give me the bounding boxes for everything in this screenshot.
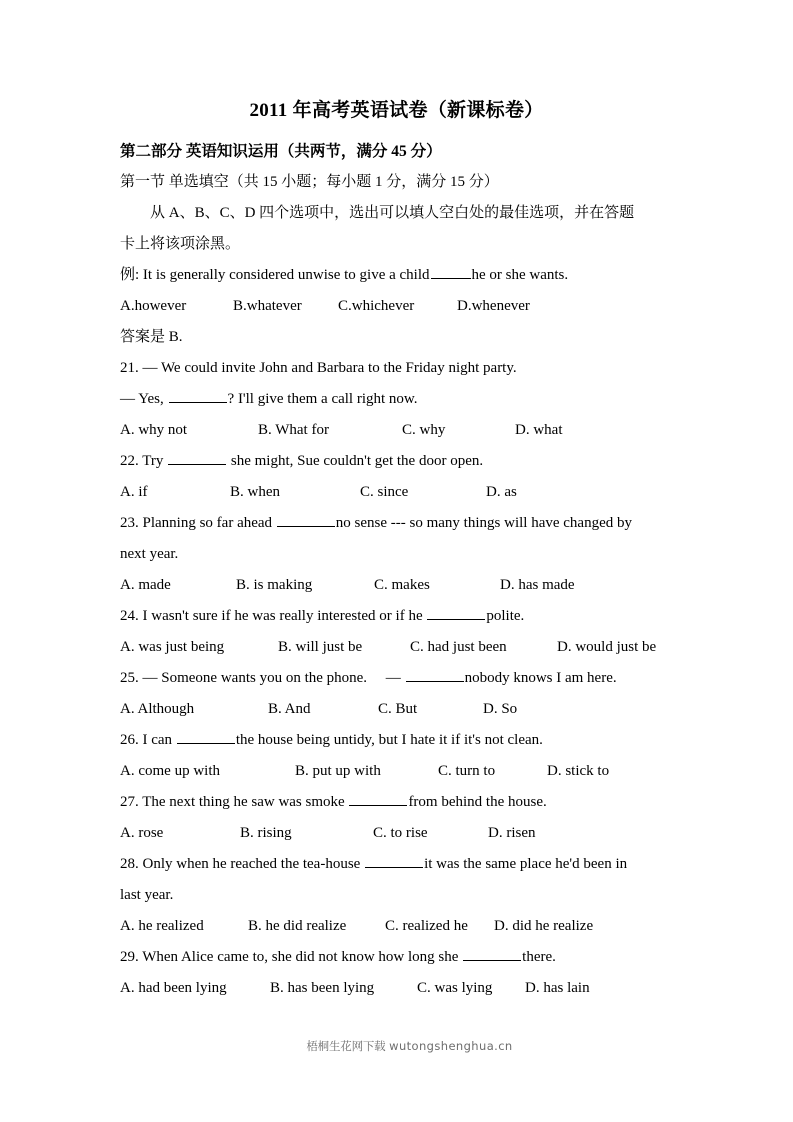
- example-answer: 答案是 B.: [120, 329, 183, 345]
- question-22-options-row: [120, 477, 673, 508]
- example-option-d: D.whenever: [457, 298, 530, 314]
- example-options-row: [120, 291, 673, 322]
- question-23-stem-line-2: next year.: [120, 546, 179, 562]
- question-28-option-c: C. realized he: [385, 918, 468, 934]
- question-22-option-d: D. as: [486, 484, 517, 500]
- question-21-option-b: B. What for: [258, 422, 329, 438]
- question-24-option-b: B. will just be: [278, 639, 363, 655]
- question-27-stem-prefix: 27. The next thing he saw was smoke: [120, 794, 349, 810]
- question-29-option-c: C. was lying: [417, 980, 493, 996]
- question-28-option-d: D. did he realize: [494, 918, 594, 934]
- question-28-option-a: A. he realized: [120, 918, 204, 934]
- question-27-options-row: [120, 818, 673, 849]
- question-26-option-c: C. turn to: [438, 763, 496, 779]
- question-27-stem: [120, 787, 673, 818]
- section-heading: 第二部分 英语知识运用（共两节，满分 45 分）: [120, 143, 442, 160]
- question-29-option-a: A. had been lying: [120, 980, 227, 996]
- question-29-stem-suffix: there.: [522, 949, 556, 965]
- question-21-option-a: A. why not: [120, 422, 188, 438]
- question-23-stem-line-1: [120, 508, 673, 539]
- question-29-blank: [463, 946, 521, 961]
- question-21-stem-prefix: — Yes,: [120, 391, 168, 407]
- example-stem-suffix: he or she wants.: [471, 267, 569, 283]
- question-28-stem-line-1: [120, 849, 673, 880]
- question-28-options-row: [120, 911, 673, 942]
- question-24-option-c: C. had just been: [410, 639, 507, 655]
- question-25-stem-suffix: nobody knows I am here.: [464, 670, 617, 686]
- example-stem-prefix: 例: It is generally considered unwise to give a child: [120, 267, 430, 283]
- example-stem: [120, 260, 673, 291]
- question-26-option-d: D. stick to: [547, 763, 610, 779]
- footer-site-name: 梧桐生花网下载: [306, 1039, 386, 1053]
- example-option-a: A.however: [120, 298, 187, 314]
- example-blank: [431, 264, 471, 279]
- question-21-blank: [169, 388, 227, 403]
- question-29-stem-prefix: 29. When Alice came to, she did not know how long she: [120, 949, 463, 965]
- question-22-stem: [120, 446, 673, 477]
- question-23-option-d: D. has made: [500, 577, 575, 593]
- question-21-option-d: D. what: [515, 422, 563, 438]
- question-28-option-b: B. he did realize: [248, 918, 347, 934]
- question-26-option-b: B. put up with: [295, 763, 381, 779]
- question-23-stem-suffix: no sense --- so many things will have changed by: [335, 515, 632, 531]
- question-25-option-b: B. And: [268, 701, 311, 717]
- question-28-blank: [365, 853, 423, 868]
- question-25-option-c: C. But: [378, 701, 418, 717]
- question-21-stem-line-2: [120, 384, 673, 415]
- question-29-stem: [120, 942, 673, 973]
- question-25-stem: [120, 663, 673, 694]
- question-25-option-d: D. So: [483, 701, 518, 717]
- document-body: [120, 96, 673, 1004]
- question-26-option-a: A. come up with: [120, 763, 220, 779]
- question-21-option-c: C. why: [402, 422, 446, 438]
- question-23-options-row: [120, 570, 673, 601]
- page-footer: [0, 1038, 793, 1054]
- question-27-option-d: D. risen: [488, 825, 536, 841]
- question-24-stem-suffix: polite.: [486, 608, 525, 624]
- question-25-option-a: A. Although: [120, 701, 195, 717]
- question-23-option-b: B. is making: [236, 577, 313, 593]
- question-26-options-row: [120, 756, 673, 787]
- question-24-stem: [120, 601, 673, 632]
- question-28-stem-prefix: 28. Only when he reached the tea-house: [120, 856, 365, 872]
- question-26-stem: [120, 725, 673, 756]
- question-25-options-row: [120, 694, 673, 725]
- question-22-option-a: A. if: [120, 484, 148, 500]
- question-23-option-c: C. makes: [374, 577, 430, 593]
- page-title: 2011 年高考英语试卷（新课标卷）: [249, 100, 544, 121]
- instruction-line-1: 从 A、B、C、D 四个选项中，选出可以填人空白处的最佳选项，并在答题: [150, 205, 635, 221]
- question-23-stem-prefix: 23. Planning so far ahead: [120, 515, 276, 531]
- question-21-stem-line-1: 21. — We could invite John and Barbara to the Friday night party.: [120, 360, 517, 376]
- question-24-options-row: [120, 632, 673, 663]
- question-23-option-a: A. made: [120, 577, 171, 593]
- subsection-heading: 第一节 单选填空（共 15 小题；每小题 1 分，满分 15 分）: [120, 174, 499, 190]
- question-28-stem-suffix: it was the same place he'd been in: [424, 856, 628, 872]
- question-29-option-b: B. has been lying: [270, 980, 375, 996]
- question-22-option-c: C. since: [360, 484, 409, 500]
- question-27-blank: [349, 791, 407, 806]
- question-27-stem-suffix: from behind the house.: [408, 794, 547, 810]
- question-24-option-d: D. would just be: [557, 639, 657, 655]
- question-26-blank: [177, 729, 235, 744]
- question-22-option-b: B. when: [230, 484, 280, 500]
- question-24-option-a: A. was just being: [120, 639, 225, 655]
- question-27-option-c: C. to rise: [373, 825, 428, 841]
- example-option-b: B.whatever: [233, 298, 302, 314]
- question-24-blank: [427, 605, 485, 620]
- question-27-option-b: B. rising: [240, 825, 292, 841]
- question-27-option-a: A. rose: [120, 825, 164, 841]
- example-option-c: C.whichever: [338, 298, 415, 314]
- question-21-stem-suffix: ? I'll give them a call right now.: [227, 391, 418, 407]
- instruction-line-2: 卡上将该项涂黑。: [120, 236, 241, 252]
- question-29-option-d: D. has lain: [525, 980, 590, 996]
- question-21-options-row: [120, 415, 673, 446]
- question-26-stem-suffix: the house being untidy, but I hate it if it's not clean.: [235, 732, 543, 748]
- question-26-stem-prefix: 26. I can: [120, 732, 176, 748]
- footer-site-url: wutongshenghua.cn: [389, 1039, 513, 1053]
- question-22-stem-prefix: 22. Try: [120, 453, 168, 469]
- question-23-blank: [277, 512, 335, 527]
- question-28-stem-line-2: last year.: [120, 887, 174, 903]
- question-22-stem-suffix: she might, Sue couldn't get the door open.: [227, 453, 484, 469]
- question-25-blank: [406, 667, 464, 682]
- question-22-blank: [168, 450, 226, 465]
- question-25-stem-prefix: 25. — Someone wants you on the phone. —: [120, 670, 405, 686]
- question-24-stem-prefix: 24. I wasn't sure if he was really interested or if he: [120, 608, 427, 624]
- question-29-options-row: [120, 973, 673, 1004]
